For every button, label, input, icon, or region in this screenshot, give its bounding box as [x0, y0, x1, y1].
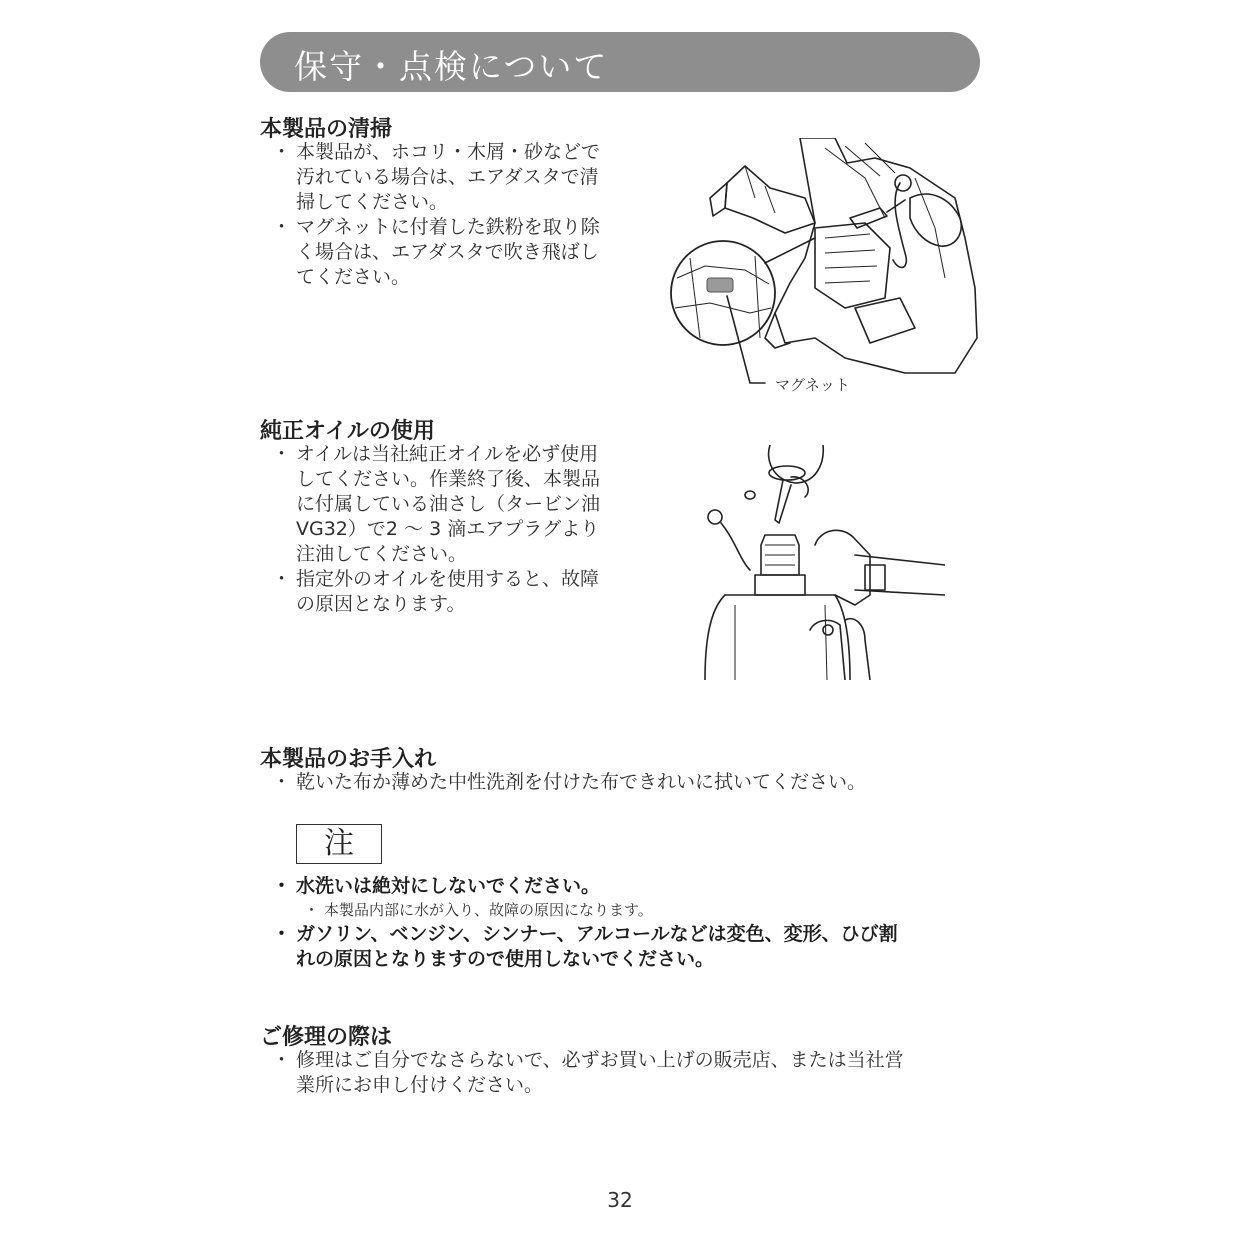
bullet: ・	[272, 771, 292, 793]
magnet-label: マグネット	[775, 376, 850, 394]
bullet: ・	[272, 216, 292, 238]
bullet: ・	[272, 875, 292, 897]
page-number: 32	[607, 1188, 633, 1212]
magnet-cleaning-illustration	[665, 138, 985, 393]
care-heading: 本製品のお手入れ	[260, 747, 437, 772]
care-item-1: ・ 乾いた布か薄めた中性洗剤を付けた布できれいに拭いてください。	[272, 771, 867, 793]
repair-item-1: ・ 修理はご自分でなさらないで、必ずお買い上げの販売店、または当社営 業所にお申し付けください。	[272, 1049, 904, 1096]
bullet: ・	[304, 901, 320, 919]
bullet: ・	[272, 443, 292, 465]
cleaning-heading: 本製品の清掃	[260, 117, 393, 142]
caution-item-1: ・ 水洗いは絶対にしないでください。	[272, 875, 601, 897]
bullet: ・	[272, 1049, 292, 1071]
repair-heading: ご修理の際は	[260, 1025, 393, 1050]
bullet: ・	[272, 923, 292, 945]
caution-sub-item: ・ 本製品内部に水が入り、故障の原因になります。	[304, 901, 653, 919]
cleaning-item-1: ・ 本製品が、ホコリ・木屑・砂などで 汚れている場合は、エアダスタで清 掃してください。	[272, 141, 601, 213]
page-title: 保守・点検について	[294, 47, 609, 86]
caution-item-2: ・ ガソリン、ベンジン、シンナー、アルコールなどは変色、変形、ひび割 れの原因となりますので使用しないでください。	[272, 923, 898, 970]
bullet: ・	[272, 141, 292, 163]
cleaning-item-2: ・ マグネットに付着した鉄粉を取り除 く場合は、エアダスタで吹き飛ばし てください。	[272, 216, 600, 288]
bullet: ・	[272, 568, 292, 590]
oil-item-1: ・ オイルは当社純正オイルを必ず使用 してください。作業終了後、本製品 に付属している油さし（タービン油 VG32）で2 ～ 3 滴エアプラグより 注油してください。	[272, 443, 601, 565]
caution-label: 注	[296, 824, 382, 864]
section-banner	[260, 32, 980, 92]
oiling-illustration	[695, 445, 945, 680]
oil-heading: 純正オイルの使用	[260, 419, 435, 444]
oil-item-2: ・ 指定外のオイルを使用すると、故障 の原因となります。	[272, 568, 600, 615]
